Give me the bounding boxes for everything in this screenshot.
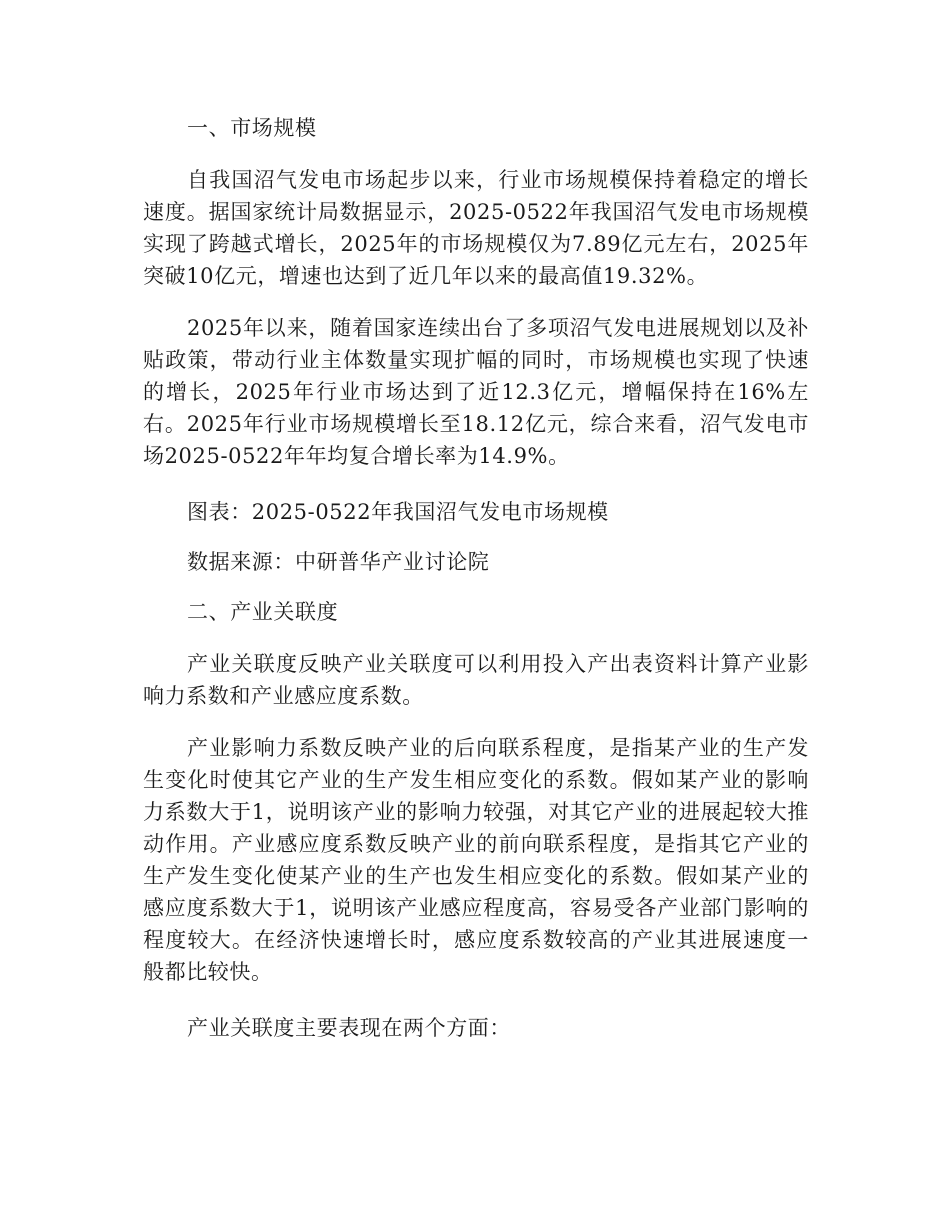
section-heading-market-size: 一、市场规模 xyxy=(187,116,317,140)
paragraph-influence-coefficients: 产业影响力系数反映产业的后向联系程度，是指某产业的生产发生变化时使其它产业的生产发生相应变化的系数。假如某产业的影响力系数大于1，说明该产业的影响力较强，对其它产业的进展起较大推动作用。产业感应度系数反映产业的前向联系程度，是指其它产业的生产发生变化使某产业的生产也发生相应变化的系数。假如某产业的感应度系数大于1，说明该产业感应程度高，容易受各产业部门影响的程度较大。在经济快速增长时，感应度系数较高的产业其进展速度一般都比较快。 xyxy=(143,736,809,984)
section-heading-industry-linkage: 二、产业关联度 xyxy=(187,600,339,624)
figure-caption: 图表：2025-0522年我国沼气发电市场规模 xyxy=(187,500,609,524)
paragraph-policy-growth: 2025年以来，随着国家连续出台了多项沼气发电进展规划以及补贴政策，带动行业主体数量实现扩幅的同时，市场规模也实现了快速的增长，2025年行业市场达到了近12.3亿元，增幅保持在16%左右。2025年行业市场规模增长至18.12亿元，综合来看，沼气发电市场2025-0522年年均复合增长率为14.9%。 xyxy=(143,316,809,468)
paragraph-linkage-aspects: 产业关联度主要表现在两个方面： xyxy=(187,1016,511,1040)
paragraph-linkage-definition: 产业关联度反映产业关联度可以利用投入产出表资料计算产业影响力系数和产业感应度系数。 xyxy=(143,652,809,708)
document-body xyxy=(143,112,809,1044)
data-source: 数据来源：中研普华产业讨论院 xyxy=(187,550,490,574)
paragraph-market-growth: 自我国沼气发电市场起步以来，行业市场规模保持着稳定的增长速度。据国家统计局数据显示，2025-0522年我国沼气发电市场规模实现了跨越式增长，2025年的市场规模仅为7.89亿元左右，2025年突破10亿元，增速也达到了近几年以来的最高值19.32%。 xyxy=(143,168,809,288)
